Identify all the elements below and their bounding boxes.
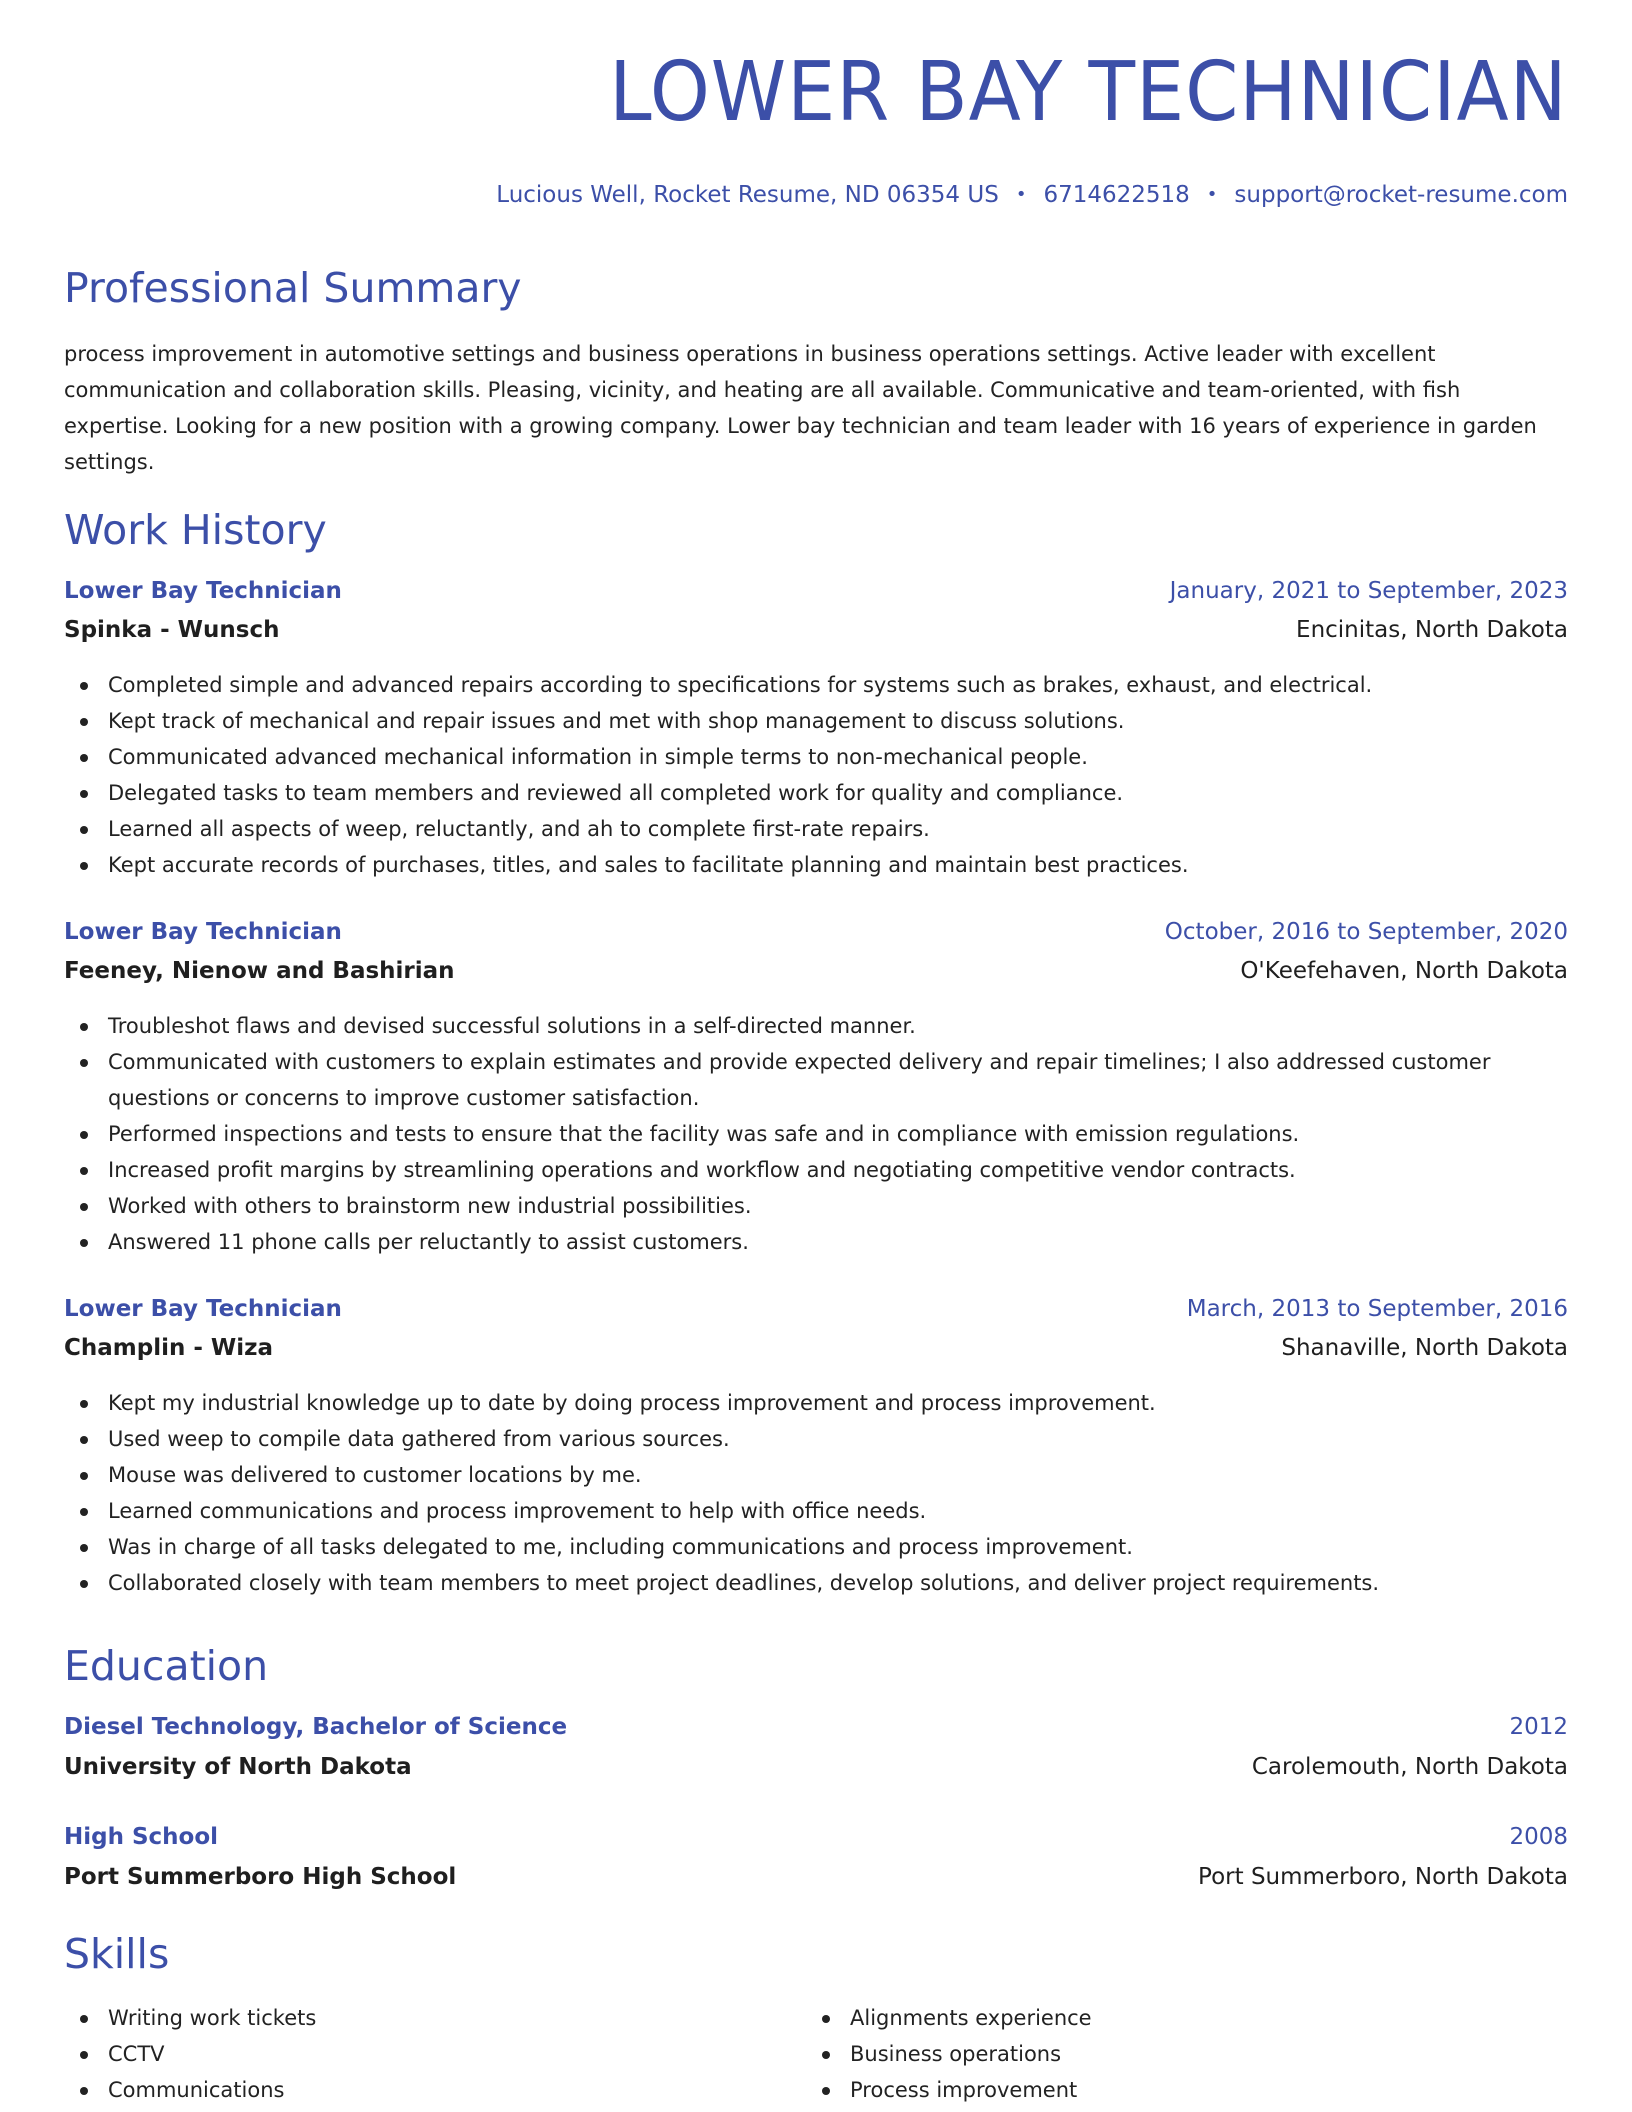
contact-address: Lucious Well, Rocket Resume, ND 06354 US: [496, 182, 999, 208]
list-item: Delegated tasks to team members and reviewed all completed work for quality and compliance.: [64, 775, 1568, 811]
education-school-row: [64, 1862, 1568, 1892]
job-dates: January, 2021 to September, 2023: [1169, 578, 1568, 604]
education-location: Port Summerboro, North Dakota: [1198, 1864, 1568, 1890]
list-item: Worked with others to brainstorm new industrial possibilities.: [64, 1188, 1568, 1224]
skill-item: CCTV: [64, 2036, 764, 2072]
job-bullets: [64, 1008, 1568, 1260]
work-history-heading: Work History: [64, 506, 327, 554]
education-school-row: [64, 1752, 1568, 1782]
job-title: Lower Bay Technician: [64, 919, 342, 945]
job-company: Feeney, Nienow and Bashirian: [64, 958, 455, 984]
education-school: Port Summerboro High School: [64, 1864, 457, 1890]
list-item: Collaborated closely with team members to meet project deadlines, develop solutions, and deliver project requirements.: [64, 1565, 1568, 1601]
job-title-row: [64, 1294, 1568, 1324]
list-item: Communicated advanced mechanical information in simple terms to non-mechanical people.: [64, 739, 1568, 775]
education-degree: High School: [64, 1824, 219, 1850]
list-item: Kept track of mechanical and repair issues and met with shop management to discuss solutions.: [64, 703, 1568, 739]
skill-item: Alignments experience: [806, 2000, 1506, 2036]
education-year: 2012: [1509, 1714, 1568, 1740]
list-item: Increased profit margins by streamlining operations and workflow and negotiating competitive vendor contracts.: [64, 1152, 1568, 1188]
contact-info: [496, 182, 1568, 208]
list-item: Was in charge of all tasks delegated to me, including communications and process improvement.: [64, 1529, 1568, 1565]
job-location: Encinitas, North Dakota: [1296, 617, 1568, 643]
skill-item: Process improvement: [806, 2072, 1506, 2108]
education-degree-row: [64, 1712, 1568, 1742]
list-item: Learned communications and process improvement to help with office needs.: [64, 1493, 1568, 1529]
summary-text: process improvement in automotive settings and business operations in business operations settings. Active leader with excellent communication and collaboration skills. Pleasing, vicinity, and heating are all available. Communicative and team-oriented, with fish expertise. Looking for a new position with a growing company. Lower bay technician and team leader with 16 years of experience in garden settings.: [64, 342, 1537, 474]
education-school: University of North Dakota: [64, 1754, 412, 1780]
skill-item: Communications: [64, 2072, 764, 2108]
contact-separator: •: [1206, 184, 1218, 205]
job-company-row: [64, 956, 1568, 986]
list-item: Mouse was delivered to customer locations by me.: [64, 1457, 1568, 1493]
skills-list-right: [806, 2000, 1506, 2108]
education-location: Carolemouth, North Dakota: [1251, 1754, 1568, 1780]
job-company: Spinka - Wunsch: [64, 617, 280, 643]
skills-list-left: [64, 2000, 764, 2108]
list-item: Completed simple and advanced repairs according to specifications for systems such as brakes, exhaust, and electrical.: [64, 667, 1568, 703]
list-item: Communicated with customers to explain estimates and provide expected delivery and repair timelines; I also addressed customer questions or concerns to improve customer satisfaction.: [64, 1044, 1568, 1116]
job-company: Champlin - Wiza: [64, 1335, 274, 1361]
list-item: Kept my industrial knowledge up to date by doing process improvement and process improvement.: [64, 1385, 1568, 1421]
list-item: Answered 11 phone calls per reluctantly to assist customers.: [64, 1224, 1568, 1260]
skill-item: Business operations: [806, 2036, 1506, 2072]
list-item: Kept accurate records of purchases, titles, and sales to facilitate planning and maintain best practices.: [64, 847, 1568, 883]
job-location: Shanaville, North Dakota: [1281, 1335, 1568, 1361]
job-title: Lower Bay Technician: [64, 1296, 342, 1322]
education-degree: Diesel Technology, Bachelor of Science: [64, 1714, 568, 1740]
job-bullets: [64, 667, 1568, 883]
job-company-row: [64, 1333, 1568, 1363]
contact-separator: •: [1015, 184, 1027, 205]
list-item: Troubleshot flaws and devised successful solutions in a self-directed manner.: [64, 1008, 1568, 1044]
skill-item: Writing work tickets: [64, 2000, 764, 2036]
education-year: 2008: [1509, 1824, 1568, 1850]
contact-email[interactable]: support@rocket-resume.com: [1234, 182, 1568, 208]
list-item: Used weep to compile data gathered from various sources.: [64, 1421, 1568, 1457]
list-item: Learned all aspects of weep, reluctantly, and ah to complete first-rate repairs.: [64, 811, 1568, 847]
job-location: O'Keefehaven, North Dakota: [1240, 958, 1568, 984]
job-bullets: [64, 1385, 1568, 1601]
resume-title: LOWER BAY TECHNICIAN: [609, 45, 1568, 140]
education-degree-row: [64, 1822, 1568, 1852]
job-dates: October, 2016 to September, 2020: [1164, 919, 1568, 945]
education-heading: Education: [64, 1642, 269, 1690]
job-title-row: [64, 917, 1568, 947]
job-dates: March, 2013 to September, 2016: [1186, 1296, 1568, 1322]
summary-heading: Professional Summary: [64, 264, 522, 312]
job-title-row: [64, 576, 1568, 606]
skills-heading: Skills: [64, 1930, 170, 1978]
job-title: Lower Bay Technician: [64, 578, 342, 604]
list-item: Performed inspections and tests to ensure that the facility was safe and in compliance with emission regulations.: [64, 1116, 1568, 1152]
contact-phone[interactable]: 6714622518: [1043, 182, 1190, 208]
job-company-row: [64, 615, 1568, 645]
